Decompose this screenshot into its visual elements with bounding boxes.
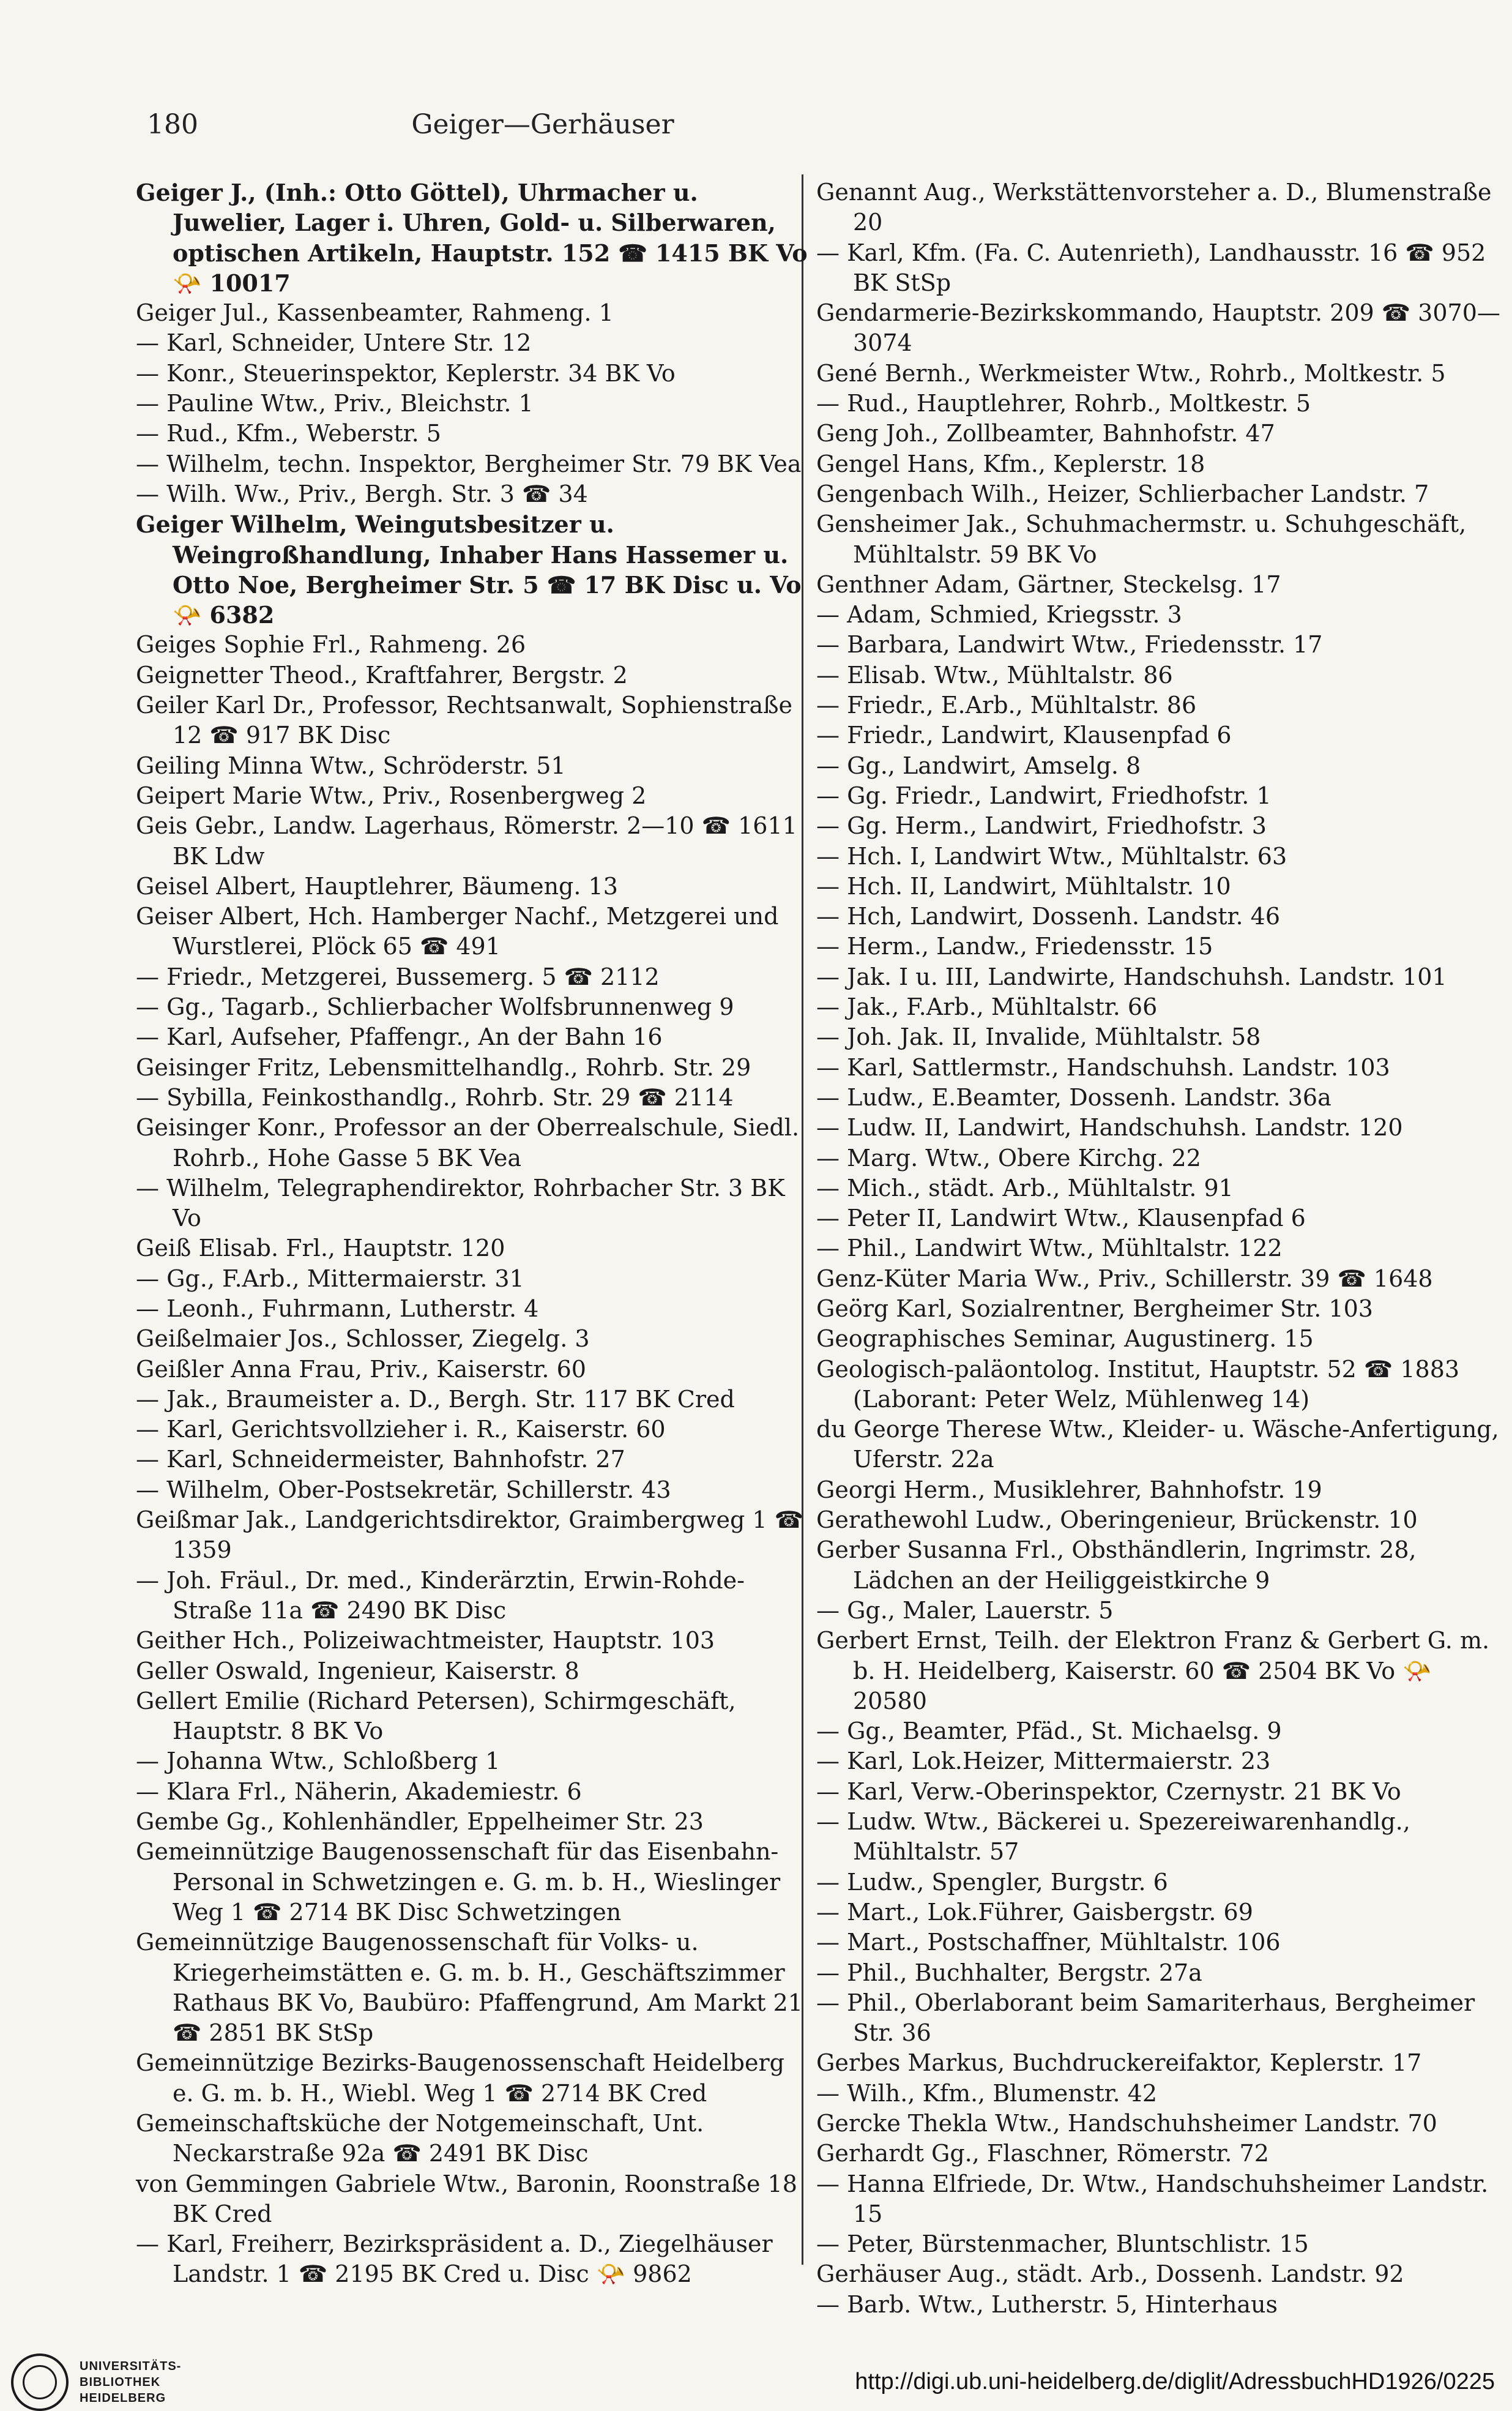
directory-entry: Gercke Thekla Wtw., Handschuhsheimer Landstr. 70 <box>816 2110 1437 2137</box>
page-header <box>147 109 924 140</box>
directory-entry: — Gg., Landwirt, Amselg. 8 <box>816 752 1141 779</box>
directory-entry: — Hanna Elfriede, Dr. Wtw., Handschuhsheimer Landstr. 15 <box>816 2170 1489 2227</box>
directory-entry: — Wilhelm, Telegraphendirektor, Rohrbacher Str. 3 BK Vo <box>136 1174 785 1232</box>
directory-entry: — Karl, Lok.Heizer, Mittermaierstr. 23 <box>816 1748 1271 1775</box>
directory-entry: — Karl, Verw.-Oberinspektor, Czernystr. 21 BK Vo <box>816 1777 1401 1805</box>
source-url[interactable]: http://digi.ub.uni-heidelberg.de/diglit/AdressbuchHD1926/0225 <box>855 2369 1495 2394</box>
directory-entry: — Karl, Sattlermstr., Handschuhsh. Landstr. 103 <box>816 1053 1390 1081</box>
directory-entry: Genz-Küter Maria Ww., Priv., Schillerstr. 39 ☎ 1648 <box>816 1265 1433 1292</box>
directory-entry: — Gg., Beamter, Pfäd., St. Michaelsg. 9 <box>816 1718 1282 1745</box>
directory-entry: — Konr., Steuerinspektor, Keplerstr. 34 BK Vo <box>136 359 676 387</box>
directory-entry: Gengenbach Wilh., Heizer, Schlierbacher Landstr. 7 <box>816 480 1429 507</box>
directory-entry: Gemeinschaftsküche der Notgemeinschaft, Unt. Neckarstraße 92a ☎ 2491 BK Disc <box>136 2110 704 2167</box>
library-name <box>80 2358 181 2406</box>
directory-entry: — Friedr., Landwirt, Klausenpfad 6 <box>816 722 1232 749</box>
directory-entry: Geng Joh., Zollbeamter, Bahnhofstr. 47 <box>816 420 1275 447</box>
running-title: Geiger—Gerhäuser <box>411 109 674 140</box>
directory-entry: — Mart., Postschaffner, Mühltalstr. 106 <box>816 1929 1281 1956</box>
library-name-line: BIBLIOTHEK <box>80 2375 161 2389</box>
directory-entry: Gendarmerie-Bezirkskommando, Hauptstr. 209 ☎ 3070—3074 <box>816 299 1500 357</box>
library-name-line: UNIVERSITÄTS- <box>80 2360 182 2373</box>
directory-entry: — Hch, Landwirt, Dossenh. Landstr. 46 <box>816 903 1280 930</box>
directory-entry: — Elisab. Wtw., Mühltalstr. 86 <box>816 661 1173 689</box>
directory-entry: Geörg Karl, Sozialrentner, Bergheimer Str. 103 <box>816 1295 1373 1322</box>
directory-entry: Georgi Herm., Musiklehrer, Bahnhofstr. 19 <box>816 1476 1322 1503</box>
directory-entry: Gené Bernh., Werkmeister Wtw., Rohrb., Moltkestr. 5 <box>816 359 1446 387</box>
directory-entry: — Friedr., Metzgerei, Bussemerg. 5 ☎ 2112 <box>136 963 660 990</box>
directory-entry: — Karl, Schneidermeister, Bahnhofstr. 27 <box>136 1446 625 1473</box>
directory-entry: — Marg. Wtw., Obere Kirchg. 22 <box>816 1144 1201 1172</box>
directory-entry: — Adam, Schmied, Kriegsstr. 3 <box>816 601 1182 629</box>
university-seal-icon <box>11 2353 69 2411</box>
directory-entry: — Jak., Braumeister a. D., Bergh. Str. 117 BK Cred <box>136 1385 735 1413</box>
directory-entry: Gerhäuser Aug., städt. Arb., Dossenh. Landstr. 92 <box>816 2260 1404 2288</box>
directory-entry: — Rud., Kfm., Weberstr. 5 <box>136 420 441 447</box>
library-name-line: HEIDELBERG <box>80 2391 166 2405</box>
directory-entry: Geisinger Fritz, Lebensmittelhandlg., Rohrb. Str. 29 <box>136 1053 751 1081</box>
directory-entry: Geißelmaier Jos., Schlosser, Ziegelg. 3 <box>136 1325 590 1353</box>
directory-entry: Geiges Sophie Frl., Rahmeng. 26 <box>136 631 526 659</box>
directory-entry: Genthner Adam, Gärtner, Steckelsg. 17 <box>816 570 1281 598</box>
directory-entry: — Phil., Oberlaborant beim Samariterhaus, Bergheimer Str. 36 <box>816 1989 1475 2047</box>
directory-entry: — Phil., Buchhalter, Bergstr. 27a <box>816 1959 1202 1986</box>
directory-entry: Gerbert Ernst, Teilh. der Elektron Franz & Gerbert G. m. b. H. Heidelberg, Kaiserstr. 60 ☎ 2504 BK Vo 📯 20580 <box>816 1627 1490 1714</box>
directory-entry: — Wilhelm, Ober-Postsekretär, Schillerstr. 43 <box>136 1476 671 1503</box>
directory-entry: Gellert Emilie (Richard Petersen), Schirmgeschäft, Hauptstr. 8 BK Vo <box>136 1687 736 1745</box>
directory-entry: Geiger Wilhelm, Weingutsbesitzer u. Weingroßhandlung, Inhaber Hans Hassemer u. Otto Noe, Bergheimer Str. 5 ☎ 17 BK Disc u. Vo 📯 6382 <box>136 510 802 629</box>
directory-entry: — Herm., Landw., Friedensstr. 15 <box>816 933 1213 960</box>
directory-entry: — Pauline Wtw., Priv., Bleichstr. 1 <box>136 390 534 417</box>
directory-entry: Geller Oswald, Ingenieur, Kaiserstr. 8 <box>136 1657 579 1684</box>
directory-entry: Geisinger Konr., Professor an der Oberrealschule, Siedl. Rohrb., Hohe Gasse 5 BK Vea <box>136 1114 800 1172</box>
directory-entry: Gembe Gg., Kohlenhändler, Eppelheimer Str. 23 <box>136 1808 704 1836</box>
page-number: 180 <box>147 109 198 140</box>
directory-entry: — Rud., Hauptlehrer, Rohrb., Moltkestr. 5 <box>816 390 1311 417</box>
directory-entry: — Wilh., Kfm., Blumenstr. 42 <box>816 2079 1158 2107</box>
directory-entry: — Peter, Bürstenmacher, Bluntschlistr. 15 <box>816 2230 1309 2258</box>
directory-entry: — Wilh. Ww., Priv., Bergh. Str. 3 ☎ 34 <box>136 480 588 507</box>
directory-entry: Geiger J., (Inh.: Otto Göttel), Uhrmacher u. Juwelier, Lager i. Uhren, Gold- u. Silberwaren, optischen Artikeln, Hauptstr. 152 ☎ 1415 BK Vo 📯 10017 <box>136 179 808 297</box>
directory-entry: — Klara Frl., Näherin, Akademiestr. 6 <box>136 1777 582 1805</box>
directory-entry: — Karl, Aufseher, Pfaffengr., An der Bahn 16 <box>136 1023 663 1051</box>
directory-entry: Gemeinnützige Baugenossenschaft für das Eisenbahn-Personal in Schwetzingen e. G. m. b. H., Wieslinger Weg 1 ☎ 2714 BK Disc Schwetzingen <box>136 1838 781 1926</box>
directory-entry: — Mart., Lok.Führer, Gaisbergstr. 69 <box>816 1898 1253 1926</box>
directory-entry: Geither Hch., Polizeiwachtmeister, Hauptstr. 103 <box>136 1627 715 1654</box>
directory-entry: — Gg. Herm., Landwirt, Friedhofstr. 3 <box>816 812 1267 840</box>
directory-entry: du George Therese Wtw., Kleider- u. Wäsche-Anfertigung, Uferstr. 22a <box>816 1416 1499 1473</box>
directory-entry: — Gg., Maler, Lauerstr. 5 <box>816 1596 1114 1624</box>
directory-entry: — Wilhelm, techn. Inspektor, Bergheimer Str. 79 BK Vea <box>136 450 802 477</box>
directory-entry: Gensheimer Jak., Schuhmachermstr. u. Schuhgeschäft, Mühltalstr. 59 BK Vo <box>816 510 1467 568</box>
right-column <box>816 178 1508 2320</box>
directory-entry: Gerber Susanna Frl., Obsthändlerin, Ingrimstr. 28, Lädchen an der Heiliggeistkirche 9 <box>816 1536 1417 1594</box>
directory-entry: — Ludw., E.Beamter, Dossenh. Landstr. 36a <box>816 1083 1331 1111</box>
directory-entry: — Karl, Schneider, Untere Str. 12 <box>136 329 532 357</box>
directory-entry: Geiser Albert, Hch. Hamberger Nachf., Metzgerei und Wurstlerei, Plöck 65 ☎ 491 <box>136 903 779 960</box>
directory-entry: Geipert Marie Wtw., Priv., Rosenbergweg 2 <box>136 782 647 809</box>
directory-entry: — Karl, Gerichtsvollzieher i. R., Kaiserstr. 60 <box>136 1416 666 1443</box>
directory-entry: — Barb. Wtw., Lutherstr. 5, Hinterhaus <box>816 2290 1278 2318</box>
directory-entry: von Gemmingen Gabriele Wtw., Baronin, Roonstraße 18 BK Cred <box>136 2170 797 2227</box>
directory-entry: — Ludw., Spengler, Burgstr. 6 <box>816 1868 1168 1896</box>
directory-entry: — Sybilla, Feinkosthandlg., Rohrb. Str. 29 ☎ 2114 <box>136 1083 734 1111</box>
directory-entry: — Ludw. Wtw., Bäckerei u. Spezereiwarenhandlg., Mühltalstr. 57 <box>816 1808 1410 1866</box>
directory-entry: — Ludw. II, Landwirt, Handschuhsh. Landstr. 120 <box>816 1114 1403 1142</box>
directory-entry: — Hch. II, Landwirt, Mühltalstr. 10 <box>816 872 1231 900</box>
directory-entry: Geologisch-paläontolog. Institut, Hauptstr. 52 ☎ 1883 (Laborant: Peter Welz, Mühlenweg 14) <box>816 1355 1460 1413</box>
directory-entry: Gerathewohl Ludw., Oberingenieur, Brückenstr. 10 <box>816 1506 1418 1534</box>
directory-entry: — Phil., Landwirt Wtw., Mühltalstr. 122 <box>816 1235 1283 1262</box>
directory-entry: Geißler Anna Frau, Priv., Kaiserstr. 60 <box>136 1355 586 1383</box>
directory-entry: Geiß Elisab. Frl., Hauptstr. 120 <box>136 1235 505 1262</box>
directory-entry: Gerhardt Gg., Flaschner, Römerstr. 72 <box>816 2140 1269 2167</box>
library-logo <box>11 2353 181 2411</box>
directory-entry: Gengel Hans, Kfm., Keplerstr. 18 <box>816 450 1205 477</box>
directory-entry: — Friedr., E.Arb., Mühltalstr. 86 <box>816 692 1197 719</box>
directory-entry: Geignetter Theod., Kraftfahrer, Bergstr. 2 <box>136 661 628 689</box>
directory-entry: — Leonh., Fuhrmann, Lutherstr. 4 <box>136 1295 539 1322</box>
directory-entry: Gemeinnützige Baugenossenschaft für Volks- u. Kriegerheimstätten e. G. m. b. H., Geschäftszimmer Rathaus BK Vo, Baubüro: Pfaffengrund, Am Markt 21 ☎ 2851 BK StSp <box>136 1929 803 2047</box>
directory-entry: Gerbes Markus, Buchdruckereifaktor, Keplerstr. 17 <box>816 2049 1422 2077</box>
directory-entry: — Karl, Freiherr, Bezirkspräsident a. D., Ziegelhäuser Landstr. 1 ☎ 2195 BK Cred u. Disc 📯 9862 <box>136 2230 773 2288</box>
directory-entry: Genannt Aug., Werkstättenvorsteher a. D., Blumenstraße 20 <box>816 179 1492 236</box>
directory-entry: — Gg. Friedr., Landwirt, Friedhofstr. 1 <box>816 782 1272 809</box>
directory-entry: Geisel Albert, Hauptlehrer, Bäumeng. 13 <box>136 872 618 900</box>
directory-entry: — Johanna Wtw., Schloßberg 1 <box>136 1748 501 1775</box>
directory-entry: — Jak. I u. III, Landwirte, Handschuhsh. Landstr. 101 <box>816 963 1447 990</box>
directory-entry: — Jak., F.Arb., Mühltalstr. 66 <box>816 993 1158 1021</box>
directory-entry: — Karl, Kfm. (Fa. C. Autenrieth), Landhausstr. 16 ☎ 952 BK StSp <box>816 239 1486 296</box>
directory-entry: — Gg., Tagarb., Schlierbacher Wolfsbrunnenweg 9 <box>136 993 734 1021</box>
directory-entry: — Barbara, Landwirt Wtw., Friedensstr. 17 <box>816 631 1323 659</box>
directory-entry: — Joh. Fräul., Dr. med., Kinderärztin, Erwin-Rohde-Straße 11a ☎ 2490 BK Disc <box>136 1566 745 1624</box>
directory-entry: — Joh. Jak. II, Invalide, Mühltalstr. 58 <box>816 1023 1261 1051</box>
directory-entry: — Mich., städt. Arb., Mühltalstr. 91 <box>816 1174 1234 1202</box>
directory-entry: Geiling Minna Wtw., Schröderstr. 51 <box>136 752 566 779</box>
directory-entry: — Hch. I, Landwirt Wtw., Mühltalstr. 63 <box>816 842 1287 870</box>
directory-entry: — Peter II, Landwirt Wtw., Klausenpfad 6 <box>816 1205 1306 1232</box>
left-column <box>136 178 809 2290</box>
directory-entry: Geißmar Jak., Landgerichtsdirektor, Graimbergweg 1 ☎ 1359 <box>136 1506 803 1564</box>
directory-entry: Geiler Karl Dr., Professor, Rechtsanwalt, Sophienstraße 12 ☎ 917 BK Disc <box>136 692 793 749</box>
directory-entry: Geiger Jul., Kassenbeamter, Rahmeng. 1 <box>136 299 614 327</box>
directory-entry: Geographisches Seminar, Augustinerg. 15 <box>816 1325 1314 1353</box>
directory-entry: Gemeinnützige Bezirks-Baugenossenschaft Heidelberg e. G. m. b. H., Wiebl. Weg 1 ☎ 2714 BK Cred <box>136 2049 784 2107</box>
directory-entry: Geis Gebr., Landw. Lagerhaus, Römerstr. 2—10 ☎ 1611 BK Ldw <box>136 812 797 870</box>
directory-entry: — Gg., F.Arb., Mittermaierstr. 31 <box>136 1265 524 1292</box>
